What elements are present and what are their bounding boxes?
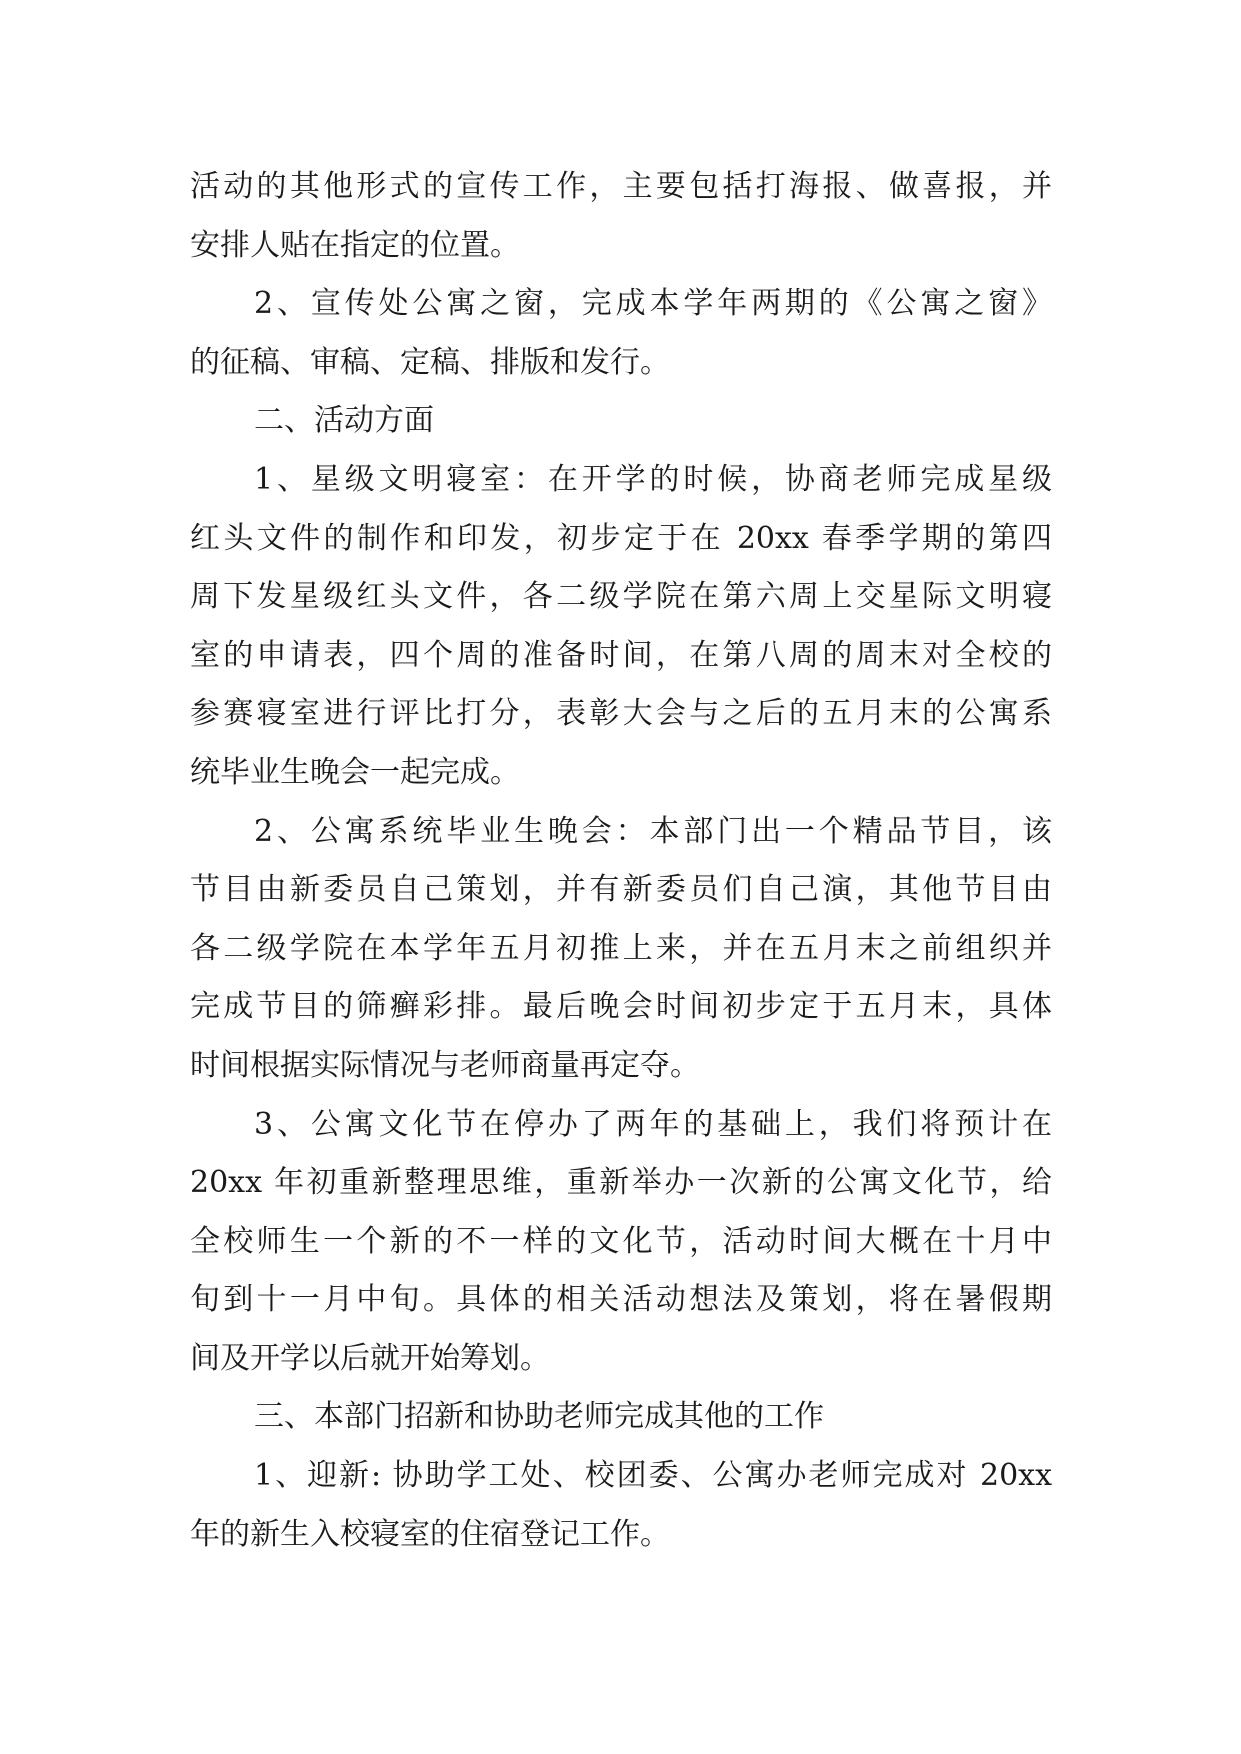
text-line: 节目由新委员自己策划，并有新委员们自己演，其他节目由	[190, 872, 1052, 908]
section-heading: 二、活动方面	[254, 403, 434, 439]
text-line: 参赛寝室进行评比打分，表彰大会与之后的五月末的公寓系	[190, 696, 1052, 732]
text-line: 2、宣传处公寓之窗，完成本学年两期的《公寓之窗》	[254, 286, 1052, 322]
document-body	[190, 158, 1052, 1564]
text-line: 时间根据实际情况与老师商量再定夺。	[190, 1047, 700, 1083]
text-line: 周下发星级红头文件，各二级学院在第六周上交星际文明寝	[190, 579, 1052, 615]
text-line: 安排人贴在指定的位置。	[190, 227, 520, 263]
section-heading: 三、本部门招新和协助老师完成其他的工作	[254, 1399, 824, 1435]
text-line: 间及开学以后就开始筹划。	[190, 1340, 550, 1376]
text-line: 20xx 年初重新整理思维，重新举办一次新的公寓文化节，给	[190, 1165, 1052, 1201]
text-line: 年的新生入校寝室的住宿登记工作。	[190, 1516, 670, 1552]
text-line: 的征稿、审稿、定稿、排版和发行。	[190, 344, 670, 380]
text-line: 统毕业生晚会一起完成。	[190, 754, 520, 790]
text-line: 室的申请表，四个周的准备时间，在第八周的周末对全校的	[190, 637, 1052, 673]
text-line: 各二级学院在本学年五月初推上来，并在五月末之前组织并	[190, 930, 1052, 966]
text-line: 3、公寓文化节在停办了两年的基础上，我们将预计在	[254, 1106, 1052, 1142]
text-line: 活动的其他形式的宣传工作，主要包括打海报、做喜报，并	[190, 169, 1052, 204]
text-line: 全校师生一个新的不一样的文化节，活动时间大概在十月中	[190, 1223, 1052, 1259]
text-line: 1、迎新: 协助学工处、校团委、公寓办老师完成对 20xx	[254, 1458, 1052, 1494]
text-line: 完成节目的筛癣彩排。最后晚会时间初步定于五月末，具体	[190, 989, 1052, 1025]
text-line: 旬到十一月中旬。具体的相关活动想法及策划，将在暑假期	[190, 1282, 1052, 1318]
text-line: 2、公寓系统毕业生晚会：本部门出一个精品节目，该	[254, 813, 1052, 849]
text-line: 1、星级文明寝室：在开学的时候，协商老师完成星级	[254, 461, 1052, 497]
text-line: 红头文件的制作和印发，初步定于在 20xx 春季学期的第四	[190, 520, 1052, 556]
